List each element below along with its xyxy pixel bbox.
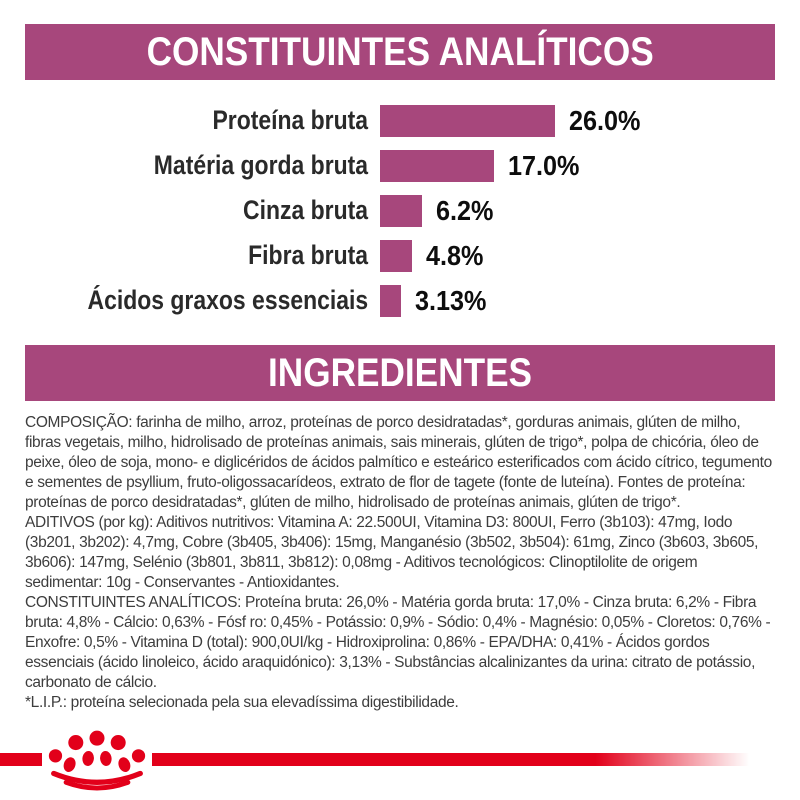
- bar: [380, 285, 401, 317]
- analytical-constituents-chart: [0, 98, 800, 323]
- red-stripe-left: [0, 753, 42, 766]
- bar: [380, 195, 422, 227]
- composition-paragraph: COMPOSIÇÃO: farinha de milho, arroz, proteínas de porco desidratadas*, gorduras animais, glúten de milho, fibras vegetais, milho, hidrolisado de proteínas animais, sais minerais, glúten de trigo*, polpa de chicória, óleo de peixe, óleo de soja, mono- e diglicéridos de ácidos palmítico e esteárico esterificados com ácido cítrico, tegumento e sementes de psyllium, fruto-oligossacarídeos, extrato de flor de tagete (fonte de luteína). Fontes de proteína: proteínas de porco desidratadas*, glúten de milho, hidrolisado de proteínas animais, glúten de trigo*.: [25, 414, 772, 511]
- ingredients-text-block: [25, 413, 775, 713]
- red-stripe-right: [152, 753, 768, 766]
- bar-value: 3.13%: [415, 284, 487, 316]
- chart-row: [0, 188, 800, 233]
- bar-value: 26.0%: [569, 104, 641, 136]
- bar-value: 4.8%: [426, 239, 484, 271]
- bar: [380, 105, 555, 137]
- analytical-constituents-title: CONSTITUINTES ANALÍTICOS: [146, 29, 654, 74]
- lip-note: *L.I.P.: proteína selecionada pela sua elevadíssima digestibilidade.: [25, 694, 459, 711]
- chart-row: [0, 98, 800, 143]
- ingredients-header: [25, 345, 775, 401]
- analytical-constituents-paragraph: CONSTITUINTES ANALÍTICOS: Proteína bruta: 26,0% - Matéria gorda bruta: 17,0% - Cinza bruta: 6,2% - Fibra bruta: 4,8% - Cálcio: 0,63% - Fósf ro: 0,45% - Potássio: 0,9% - Sódio: 0,4% - Magnésio: 0,05% - Cloretos: 0,76% - Enxofre: 0,5% - Vitamina D (total): 900,0UI/kg - Hidroxiprolina: 0,86% - EPA/DHA: 0,41% - Ácidos gordos essenciais (ácido linoleico, ácido araquidónico): 3,13% - Substâncias alcalinizantes da urina: citrato de potássio, carbonato de cálcio.: [25, 594, 771, 691]
- chart-row: [0, 278, 800, 323]
- bar: [380, 150, 494, 182]
- bar-label: Proteína bruta: [212, 105, 368, 135]
- chart-row: [0, 233, 800, 278]
- bar-label: Matéria gorda bruta: [153, 150, 368, 180]
- bar: [380, 240, 412, 272]
- bar-value: 17.0%: [508, 149, 580, 181]
- royal-canin-crown-paw-icon: [44, 730, 150, 794]
- bar-value: 6.2%: [436, 194, 494, 226]
- analytical-constituents-header: [25, 24, 775, 80]
- bar-label: Fibra bruta: [248, 240, 368, 270]
- brand-footer: [0, 726, 800, 800]
- ingredients-title: INGREDIENTES: [267, 350, 533, 395]
- additives-paragraph: ADITIVOS (por kg): Aditivos nutritivos: Vitamina A: 22.500UI, Vitamina D3: 800UI, Ferro (3b103): 47mg, Iodo (3b201, 3b202): 4,7mg, Cobre (3b405, 3b406): 15mg, Manganésio (3b502, 3b504): 61mg, Zinco (3b603, 3b605, 3b606): 147mg, Selénio (3b801, 3b811, 3b812): 0,08mg - Aditivos tecnológicos: Clinoptilolite de origem sedimentar: 10g - Conservantes - Antioxidantes.: [25, 514, 759, 591]
- chart-row: [0, 143, 800, 188]
- bar-label: Ácidos graxos essenciais: [87, 285, 368, 315]
- bar-label: Cinza bruta: [243, 195, 368, 225]
